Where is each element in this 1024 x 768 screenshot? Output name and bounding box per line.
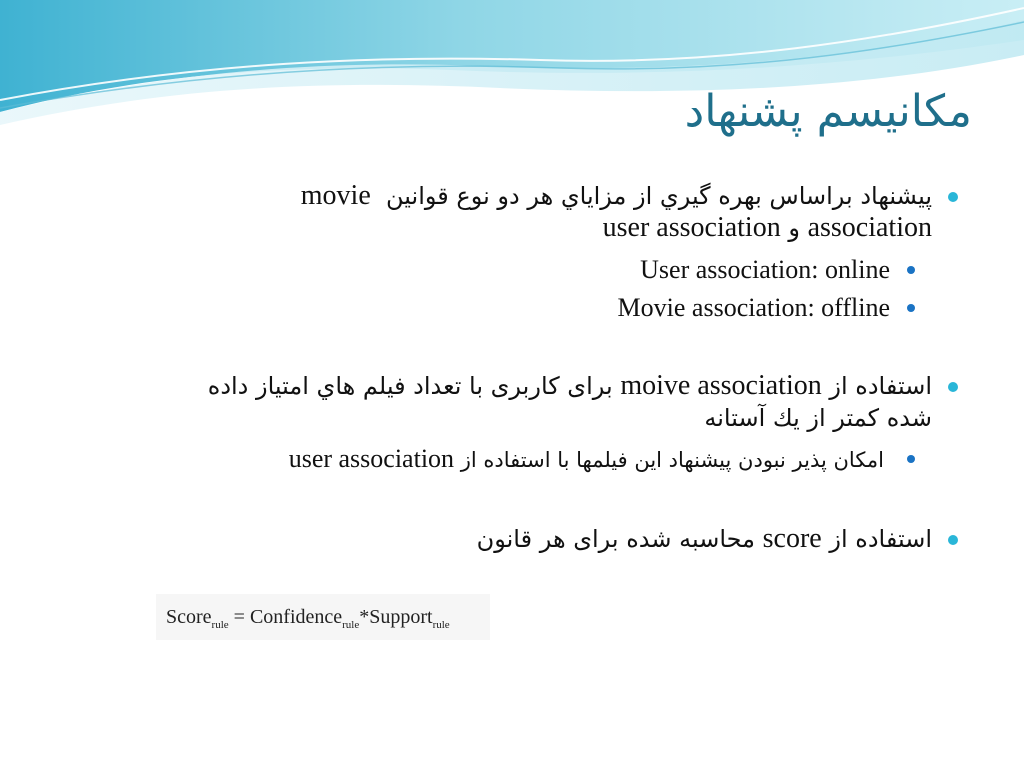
formula-equals: = <box>228 606 250 628</box>
sub-bullet-text: User association: online <box>640 255 890 284</box>
sub-bullet-not-possible <box>289 444 884 475</box>
sub-bullet-text-fa: امکان پذير نبودن پيشنهاد اين فيلمها با استفاده از <box>460 448 884 472</box>
bullet-1-line2-en-b: user association <box>602 212 781 243</box>
bullet-2-line1-fa-a: استفاده از <box>829 372 932 400</box>
formula-support: Support <box>369 606 433 628</box>
bullet-1-line2-en-a: association <box>807 212 932 243</box>
bullet-3-en: score <box>762 523 822 554</box>
bullet-1-line2-fa: و <box>788 214 800 242</box>
bullet-1 <box>301 180 932 244</box>
formula-multiply: * <box>359 606 370 628</box>
sub-bullet-dot <box>907 266 915 274</box>
sub-bullet-text-en: user association <box>288 444 455 473</box>
bullet-dot <box>948 192 958 202</box>
bullet-3 <box>477 523 932 555</box>
formula-score: Score <box>166 606 212 628</box>
bullet-2-line1-en: moive association <box>620 370 822 401</box>
bullet-1-line1-en: movie <box>300 180 371 211</box>
formula-sub: rule <box>211 619 229 631</box>
formula-confidence: Confidence <box>249 606 343 628</box>
bullet-2-line1-fa-b: برای کاربری با تعداد فیلم هاي امتياز داده <box>207 372 613 400</box>
score-formula <box>156 594 490 640</box>
sub-bullet-text: Movie association: offline <box>617 293 890 322</box>
bullet-2-line2-fa: شده کمتر از يك آستانه <box>704 404 932 432</box>
sub-bullet-dot <box>907 455 915 463</box>
sub-bullet-movie-association <box>618 291 890 325</box>
formula-sub: rule <box>342 619 360 631</box>
slide-title: مکانیسم پشنهاد <box>684 86 972 137</box>
bullet-1-line1-fa: پيشنهاد براساس بهره گيري از مزاياي هر دو نوع قوانين <box>386 182 932 210</box>
bullet-dot <box>948 382 958 392</box>
sub-bullet-dot <box>907 304 915 312</box>
formula-sub: rule <box>432 619 450 631</box>
bullet-3-fa-b: محاسبه شده برای هر قانون <box>476 525 756 553</box>
bullet-3-fa-a: استفاده از <box>829 525 932 553</box>
bullet-dot <box>948 535 958 545</box>
sub-bullet-user-association <box>640 253 890 287</box>
bullet-2 <box>208 370 932 434</box>
